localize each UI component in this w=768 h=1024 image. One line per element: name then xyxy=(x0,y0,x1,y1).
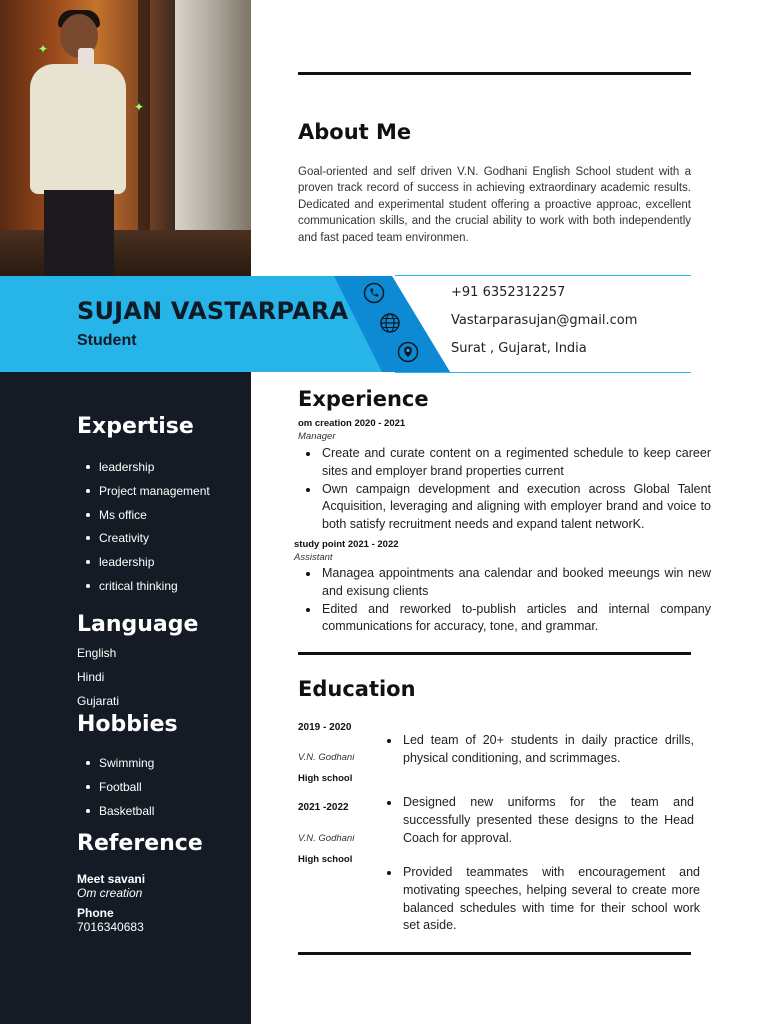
person-name: SUJAN VASTARPARA xyxy=(77,297,349,325)
education-bullets xyxy=(403,794,694,847)
profile-photo: ✦ ✦ xyxy=(0,0,251,276)
job-title: om creation 2020 - 2021 xyxy=(298,418,406,429)
list-item: Hindi xyxy=(77,669,105,684)
contact-location: Surat , Gujarat, India xyxy=(451,341,587,356)
education-bullets xyxy=(403,864,700,935)
hobbies-list xyxy=(99,755,154,826)
education-level: High school xyxy=(298,854,353,865)
list-item: Ms office xyxy=(99,507,210,531)
reference-phone-label: Phone xyxy=(77,906,114,920)
list-item: leadership xyxy=(99,554,210,578)
person-role: Student xyxy=(77,332,137,349)
list-item: Basketball xyxy=(99,803,154,827)
language-list xyxy=(77,645,119,716)
education-school: V.N. Godhani xyxy=(298,752,355,763)
expertise-heading: Expertise xyxy=(77,414,194,439)
globe-icon xyxy=(379,312,401,334)
education-level: High school xyxy=(298,773,353,784)
reference-name: Meet savani xyxy=(77,872,146,886)
location-pin-icon xyxy=(397,341,419,363)
list-item: English xyxy=(77,646,117,660)
list-item: Designed new uniforms for the team and successfully presented these designs to the Head Coach for approval. xyxy=(403,794,694,847)
about-heading: About Me xyxy=(298,120,412,144)
about-text: Goal-oriented and self driven V.N. Godhani English School student with a proven track record of success in achieving extraordinary academic results. Dedicated and experimental student offering a proactive approac, excellent communication skills, and the crucial ability to work with both independently and fast paced team environmen. xyxy=(298,166,691,244)
contact-phone[interactable]: +91 6352312257 xyxy=(451,285,566,300)
education-bullets xyxy=(403,732,694,768)
reference-heading: Reference xyxy=(77,831,203,856)
list-item: critical thinking xyxy=(99,578,210,602)
education-years: 2021 -2022 xyxy=(298,802,349,813)
language-heading: Language xyxy=(77,612,199,637)
education-heading: Education xyxy=(298,677,416,701)
list-item: leadership xyxy=(99,459,210,483)
list-item: Managea appointments ana calendar and booked meeungs win new and exisung clients xyxy=(322,565,711,601)
section-divider xyxy=(298,652,691,655)
list-item: Led team of 20+ students in daily practice drills, physical conditioning, and scrimmages. xyxy=(403,732,694,768)
section-divider xyxy=(298,952,691,955)
education-school: V.N. Godhani xyxy=(298,833,355,844)
reference-block xyxy=(77,872,145,934)
education-years: 2019 - 2020 xyxy=(298,722,352,733)
job-bullets xyxy=(322,565,711,636)
list-item: Swimming xyxy=(99,755,154,779)
contact-email[interactable]: Vastarparasujan@gmail.com xyxy=(451,313,638,328)
list-item: Gujarati xyxy=(77,693,120,708)
expertise-list xyxy=(99,459,210,602)
contact-divider-bottom xyxy=(395,372,691,373)
list-item: Own campaign development and execution across Global Talent Acquisition, leveraging and aligning with employer brand and voice to both satisfy recruitment needs and expand talent networK. xyxy=(322,481,711,534)
experience-heading: Experience xyxy=(298,387,429,411)
job-role: Manager xyxy=(298,431,336,442)
section-divider xyxy=(298,72,691,75)
list-item: Provided teammates with encouragement and motivating speeches, helping several to create more balanced schedules with time for their school work set aside. xyxy=(403,864,700,935)
hobbies-heading: Hobbies xyxy=(77,712,178,737)
list-item: Football xyxy=(99,779,154,803)
list-item: Edited and reworked to-publish articles and internal company communications for accuracy, tone, and grammar. xyxy=(322,601,711,637)
list-item: Project management xyxy=(99,483,210,507)
reference-company: Om creation xyxy=(77,886,143,900)
phone-icon xyxy=(363,282,385,304)
reference-phone[interactable]: 7016340683 xyxy=(77,920,144,934)
contact-divider-top xyxy=(395,275,691,276)
list-item: Create and curate content on a regimented schedule to keep career sites and employer brand properties current xyxy=(322,445,711,481)
job-bullets xyxy=(322,445,711,534)
job-role: Assistant xyxy=(294,552,333,563)
job-title: study point 2021 - 2022 xyxy=(294,539,399,550)
list-item: Creativity xyxy=(99,530,210,554)
